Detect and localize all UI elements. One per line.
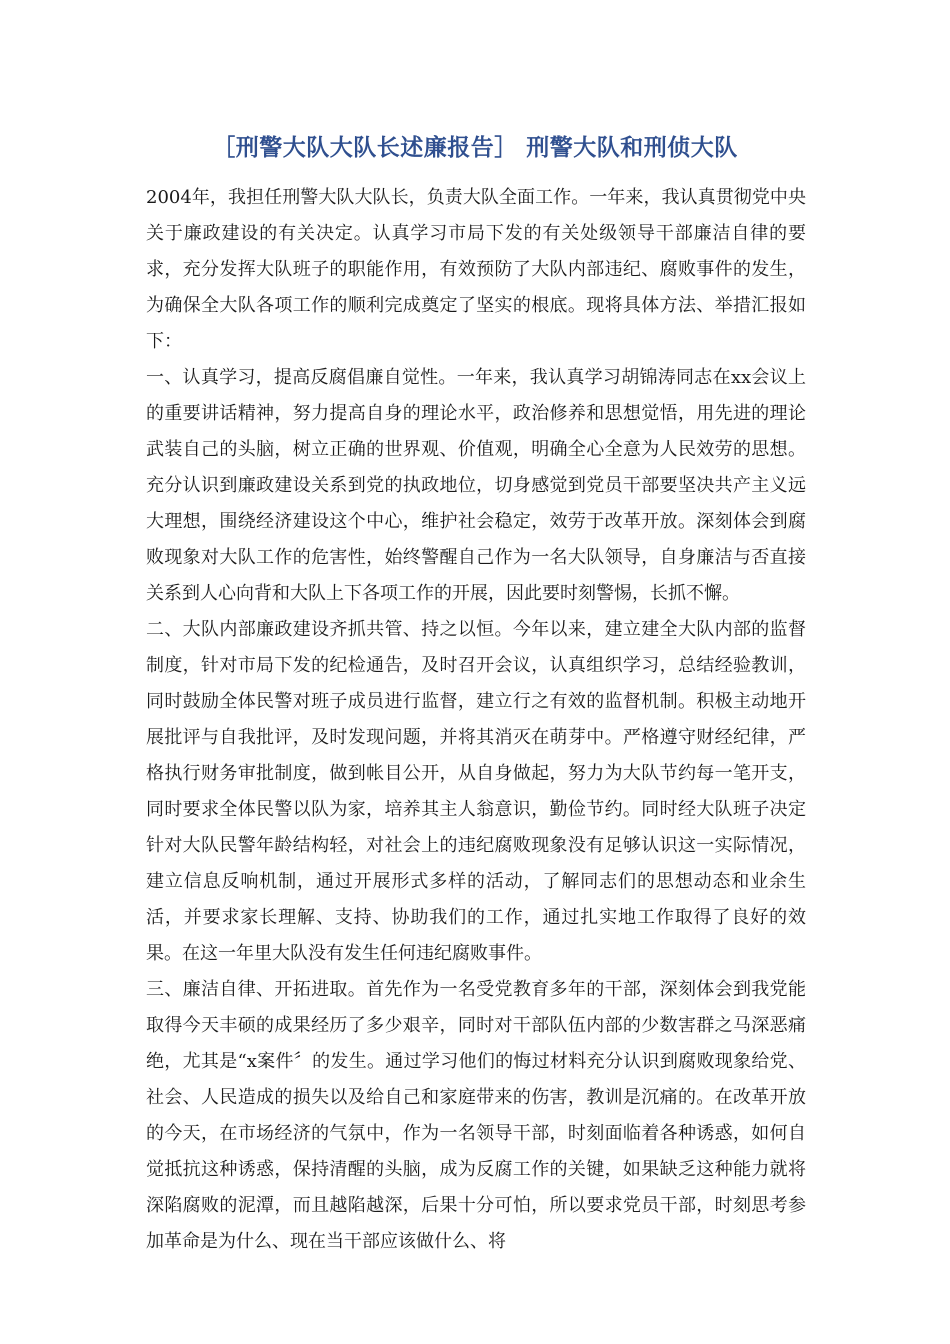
paragraph-section-3: 三、廉洁自律、开拓进取。首先作为一名受党教育多年的干部，深刻体会到我党能取得今天丰硕的成果经历了多少艰辛，同时对干部队伍内部的少数害群之马深恶痛绝，尤其是“x案件〞的发生。通过学习他们的悔过材料充分认识到腐败现象给党、社会、人民造成的损失以及给自己和家庭带来的伤害，教训是沉痛的。在改革开放的今天，在市场经济的气氛中，作为一名领导干部，时刻面临着各种诱惑，如何自觉抵抗这种诱惑，保持清醒的头脑，成为反腐工作的关键，如果缺乏这种能力就将深陷腐败的泥潭，而且越陷越深，后果十分可怕，所以要求党员干部，时刻思考参加革命是为什么、现在当干部应该做什么、将	[146, 979, 806, 1252]
document-body	[146, 180, 806, 1260]
paragraph-section-2: 二、大队内部廉政建设齐抓共管、持之以恒。今年以来，建立建全大队内部的监督制度，针对市局下发的纪检通告，及时召开会议，认真组织学习，总结经验教训，同时鼓励全体民警对班子成员进行监督，建立行之有效的监督机制。积极主动地开展批评与自我批评，及时发现问题，并将其消灭在萌芽中。严格遵守财经纪律，严格执行财务审批制度，做到帐目公开，从自身做起，努力为大队节约每一笔开支，同时要求全体民警以队为家，培养其主人翁意识，勤俭节约。同时经大队班子决定针对大队民警年龄结构轻，对社会上的违纪腐败现象没有足够认识这一实际情况，建立信息反响机制，通过开展形式多样的活动，了解同志们的思想动态和业余生活，并要求家长理解、支持、协助我们的工作，通过扎实地工作取得了良好的效果。在这一年里大队没有发生任何违纪腐败事件。	[146, 619, 806, 964]
document-title: ［刑警大队大队长述廉报告］ 刑警大队和刑侦大队	[212, 135, 738, 161]
paragraph-intro: 2004年，我担任刑警大队大队长，负责大队全面工作。一年来，我认真贯彻党中央关于廉政建设的有关决定。认真学习市局下发的有关处级领导干部廉洁自律的要求，充分发挥大队班子的职能作用，有效预防了大队内部违纪、腐败事件的发生，为确保全大队各项工作的顺利完成奠定了坚实的根底。现将具体方法、举措汇报如下：	[146, 187, 806, 352]
paragraph-section-1: 一、认真学习，提高反腐倡廉自觉性。一年来，我认真学习胡锦涛同志在xx会议上的重要讲话精神，努力提高自身的理论水平，政治修养和思想觉悟，用先进的理论武装自己的头脑，树立正确的世界观、价值观，明确全心全意为人民效劳的思想。充分认识到廉政建设关系到党的执政地位，切身感觉到党员干部要坚决共产主义远大理想，围绕经济建设这个中心，维护社会稳定，效劳于改革开放。深刻体会到腐败现象对大队工作的危害性，始终警醒自己作为一名大队领导，自身廉洁与否直接关系到人心向背和大队上下各项工作的开展，因此要时刻警惕，长抓不懈。	[146, 367, 806, 604]
